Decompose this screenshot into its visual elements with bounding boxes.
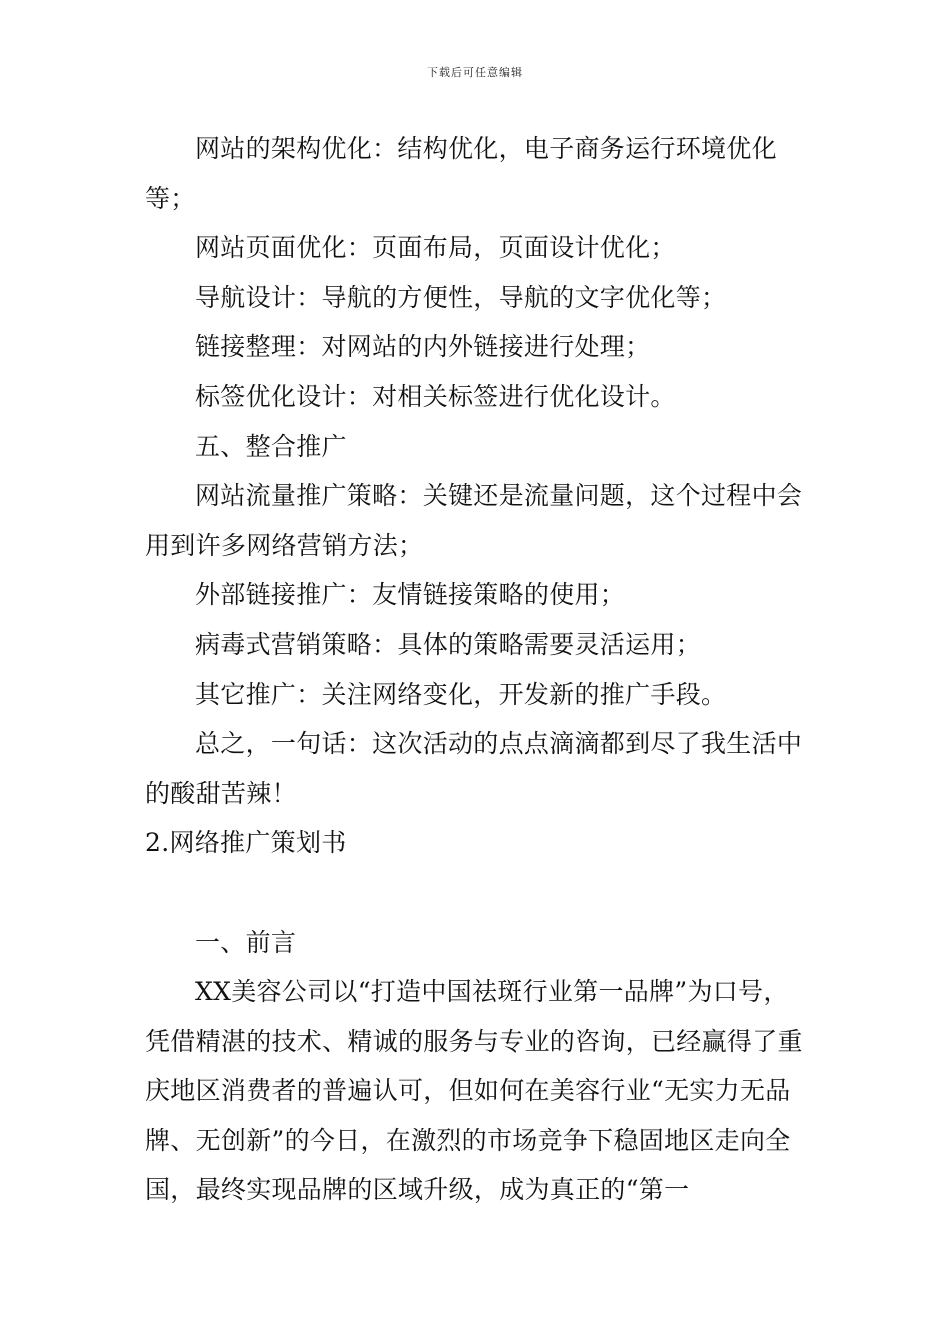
paragraph-traffic-strategy: 网站流量推广策略：关键还是流量问题，这个过程中会用到许多网络营销方法； [145,481,803,560]
paragraph-link-cleanup: 链接整理：对网站的内外链接进行处理； [195,332,651,362]
paragraph-tag-optimization: 标签优化设计：对相关标签进行优化设计。 [195,381,676,411]
paragraph-navigation-design: 导航设计：导航的方便性，导航的文字优化等； [195,282,727,312]
paragraph-external-links: 外部链接推广：友情链接策略的使用； [195,580,626,610]
paragraph-other-promotion: 其它推广：关注网络变化，开发新的推广手段。 [195,679,727,709]
paragraph-page-optimization: 网站页面优化：页面布局，页面设计优化； [195,233,676,263]
paragraph-viral-marketing: 病毒式营销策略：具体的策略需要灵活运用； [195,629,702,659]
section-heading: 2.网络推广策划书 [145,828,347,858]
page-header-note: 下载后可任意编辑 [427,66,523,79]
paragraph-summary: 总之，一句话：这次活动的点点滴滴都到尽了我生活中的酸甜苦辣！ [145,729,803,808]
paragraph-company-intro: XX美容公司以“打造中国祛斑行业第一品牌”为口号，凭借精湛的技术、精诚的服务与专业的咨询，已经赢得了重庆地区消费者的普遍认可，但如何在美容行业“无实力无品牌、无创新”的今日，在激烈的市场竞争下稳固地区走向全国，最终实现品牌的区域升级，成为真正的“第一 [145,977,803,1205]
blank-line [145,868,810,918]
paragraph-architecture-optimization: 网站的架构优化：结构优化，电子商务运行环境优化等； [145,134,777,213]
heading-integrated-promotion: 五、整合推广 [195,431,347,461]
subheading-preface: 一、前言 [195,927,297,957]
document-body [145,124,810,1215]
